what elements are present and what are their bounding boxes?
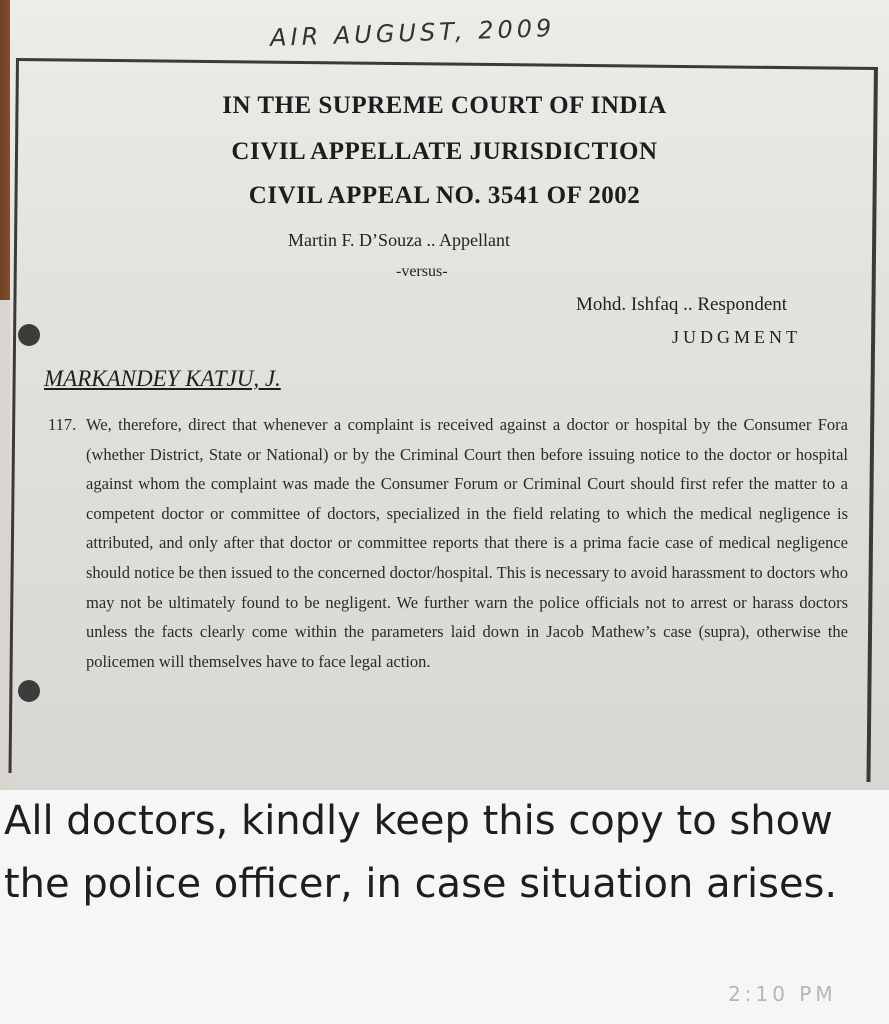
paragraph-text: We, therefore, direct that whenever a complaint is received against a doctor or hospital by the Consumer Fora (whether District, State or National) or by the Criminal Court then before issuing notice to the doctor or hospital against whom the complaint was made the Consumer Forum or Criminal Court should first refer the matter to a competent doctor or committee of doctors, specialized in the field relating to which the medical negligence is attributed, and only after that doctor or committee reports that there is a prima facie case of medical negligence should notice be then issued to the concerned doctor/hospital. This is necessary to avoid harassment to doctors who may not be ultimately found to be negligent. We further warn the police officials not to arrest or harass doctors unless the facts clearly come within the parameters laid down in Jacob Mathew’s case (supra), otherwise the policemen will themselves have to face legal action. — [86, 415, 848, 671]
judge-name: MARKANDEY KATJU, J. — [44, 366, 281, 391]
message-caption: All doctors, kindly keep this copy to show the police officer, in case situation arises. — [4, 798, 838, 907]
handwritten-note: AIR AUGUST, 2009 — [269, 13, 556, 52]
appeal-number: CIVIL APPEAL NO. 3541 OF 2002 — [248, 182, 641, 209]
punch-hole-icon — [18, 680, 40, 702]
message-timestamp: 2:10 PM — [728, 982, 837, 1002]
judgment-paragraph — [48, 410, 848, 676]
jurisdiction-title: CIVIL APPELLATE JURISDICTION — [231, 138, 658, 165]
court-title: IN THE SUPREME COURT OF INDIA — [222, 92, 667, 119]
versus-line: -versus- — [396, 263, 448, 280]
punch-hole-icon — [18, 324, 40, 346]
paragraph-number: 117. — [48, 415, 77, 434]
judgment-heading: JUDGMENT — [672, 327, 801, 347]
appellant-line: Martin F. D’Souza .. Appellant — [288, 230, 511, 250]
respondent-line: Mohd. Ishfaq .. Respondent — [576, 294, 788, 315]
